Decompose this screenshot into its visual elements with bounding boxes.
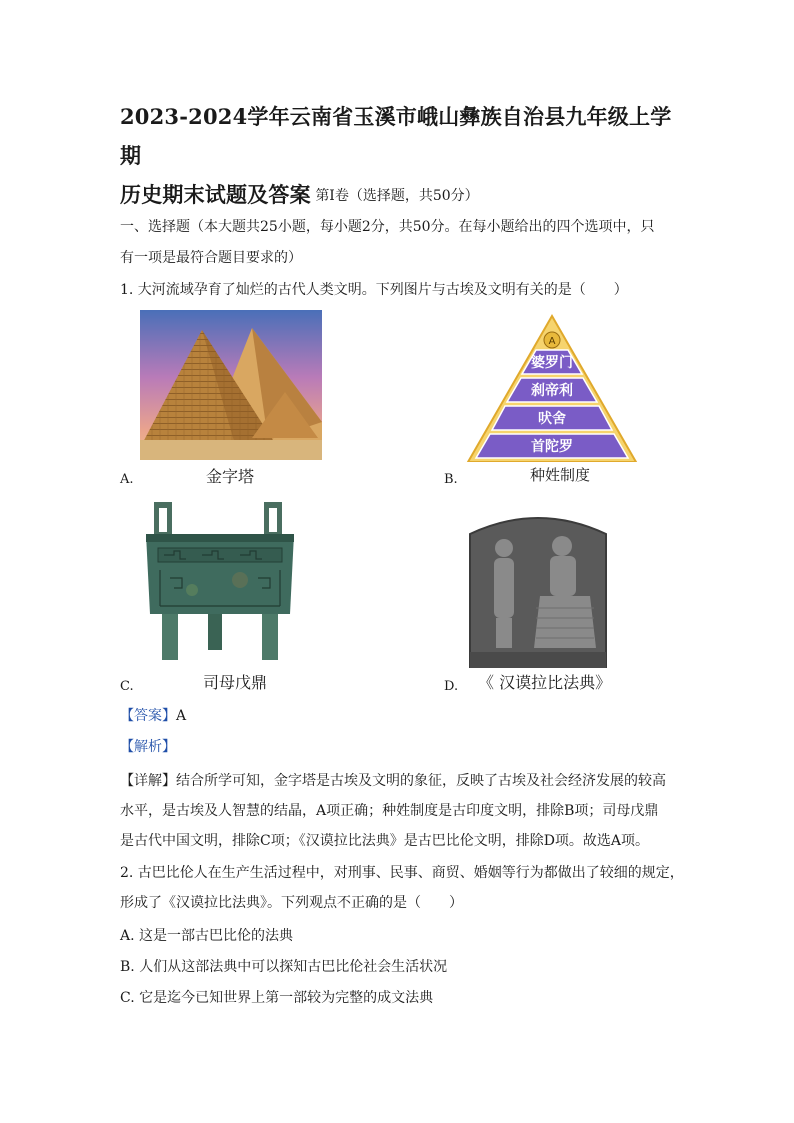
- bronze-ding-photo: [140, 500, 300, 665]
- hammurabi-stele-photo: [466, 512, 610, 668]
- option-c-letter: C.: [120, 679, 134, 694]
- answer-label: 【答案】: [120, 708, 176, 724]
- caste-shudra: 首陀罗: [531, 439, 573, 455]
- option-c-caption: 司母戊鼎: [202, 673, 267, 692]
- analysis-label: 【解析】: [120, 739, 176, 755]
- detail-line-3: 是古代中国文明，排除C项；《汉谟拉比法典》是古巴比伦文明，排除D项。故选A项。: [120, 833, 650, 849]
- caste-kshatriya: 刹帝利: [531, 383, 573, 399]
- question-2-stem-line-2: 形成了《汉谟拉比法典》。下列观点不正确的是（ ）: [120, 895, 463, 911]
- instructions-line-1: 一、选择题（本大题共25小题，每小题2分，共50分。在每小题给出的四个选项中，只: [120, 219, 655, 235]
- option-d-caption: 《 汉谟拉比法典》: [478, 673, 612, 692]
- section-title: 第Ⅰ卷（选择题，共50分）: [315, 188, 479, 204]
- instructions-line-2: 有一项是最符合题目要求的）: [120, 250, 302, 266]
- option-b-letter: B.: [444, 472, 458, 487]
- caste-top-icon: A: [548, 336, 556, 347]
- question-2-stem-line-1: 2. 古巴比伦人在生产生活过程中，对刑事、民事、商贸、婚姻等行为都做出了较细的规定，: [120, 865, 684, 881]
- title-line-1: 2023-2024学年云南省玉溪市峨山彝族自治县九年级上学期: [120, 104, 672, 168]
- answer-value: A: [176, 708, 187, 724]
- detail-text-1: 结合所学可知，金字塔是古埃及文明的象征，反映了古埃及社会经济发展的较高: [176, 773, 666, 789]
- detail-line-2: 水平，是古埃及人智慧的结晶，A项正确；种姓制度是古印度文明，排除B项；司母戊鼎: [120, 803, 659, 819]
- detail-line-1: [120, 771, 666, 791]
- option-b-caption: 种姓制度: [529, 466, 590, 484]
- question-2-option-c: C. 它是迄今已知世界上第一部较为完整的成文法典: [120, 990, 434, 1006]
- caste-brahmin: 婆罗门: [531, 355, 573, 371]
- option-a-letter: A.: [120, 472, 134, 487]
- answer-line: [120, 706, 186, 726]
- caste-pyramid-diagram: [466, 312, 638, 462]
- option-a-caption: 金字塔: [205, 467, 254, 486]
- question-2-option-b: B. 人们从这部法典中可以探知古巴比伦社会生活状况: [120, 959, 448, 975]
- pyramids-photo: [140, 310, 322, 460]
- option-d-letter: D.: [444, 679, 459, 694]
- caste-vaishya: 吠舍: [538, 411, 566, 427]
- title-line-2: 历史期末试题及答案: [120, 182, 311, 207]
- question-1-stem: 1. 大河流域孕育了灿烂的古代人类文明。下列图片与古埃及文明有关的是（ ）: [120, 282, 628, 298]
- question-2-option-a: A. 这是一部古巴比伦的法典: [120, 928, 294, 944]
- detail-label: 【详解】: [120, 773, 176, 789]
